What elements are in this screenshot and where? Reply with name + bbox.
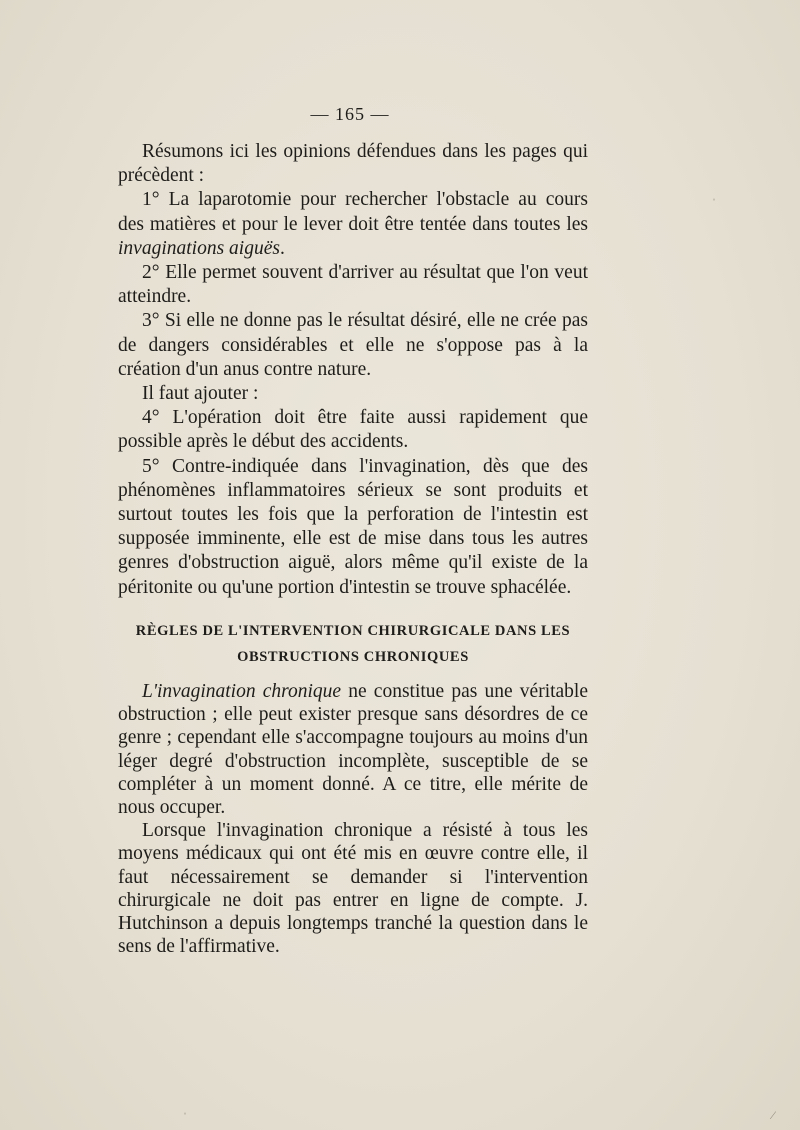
- paper-speck: ˈ: [712, 196, 716, 210]
- paragraph-point-2: 2° Elle permet souvent d'arriver au résultat que l'on veut atteindre.: [118, 262, 588, 308]
- chronic-italic: L'invagination chronique: [142, 681, 342, 702]
- point-1-end: .: [279, 237, 285, 259]
- section-heading-line-1: RÈGLES DE L'INTERVENTION CHIRURGICALE DANS LES: [135, 623, 571, 639]
- paper-speck: ⁄: [772, 1108, 775, 1122]
- paragraph-chronic: [118, 680, 588, 819]
- body-text-top: [118, 140, 588, 600]
- paragraph-add: Il faut ajouter :: [142, 383, 259, 405]
- body-text-bottom: [118, 680, 588, 958]
- paragraph-intro: Résumons ici les opinions défendues dans les pages qui précèdent :: [118, 141, 588, 187]
- point-1-text: 1° La laparotomie pour rechercher l'obstacle au cours des matières et pour le lever doit être tentée dans toutes les: [118, 189, 588, 235]
- paragraph-surgery: Lorsque l'invagination chronique a résisté à tous les moyens médicaux qui ont été mis en œuvre contre elle, il faut nécessairement se demander si l'intervention chirurgicale ne doit pas entrer en ligne de compte. J. Hutchinson a depuis longtemps tranché la question dans le sens de l'affirmative.: [118, 820, 588, 958]
- chronic-rest: ne constitue pas une véritable obstruction ; elle peut exister presque sans désordres de ce genre ; cependant elle s'accompagne toujours au moins d'un léger degré d'obstruction incomplète, susceptible de se compléter à un moment donné. A ce titre, elle mérite de nous occuper.: [118, 681, 589, 819]
- paragraph-point-1: [118, 188, 588, 261]
- paper-speck: ˈ: [183, 1110, 187, 1124]
- paragraph-point-3: 3° Si elle ne donne pas le résultat désiré, elle ne crée pas de dangers considérables et elle ne s'oppose pas à la création d'un anus contre nature.: [118, 310, 588, 380]
- paragraph-point-4: 4° L'opération doit être faite aussi rapidement que possible après le début des accidents.: [118, 407, 588, 453]
- section-heading-line-2: OBSTRUCTIONS CHRONIQUES: [237, 649, 469, 665]
- page-number: — 165 —: [310, 104, 390, 124]
- paragraph-point-5: 5° Contre-indiquée dans l'invagination, dès que des phénomènes inflammatoires sérieux se sont produits et surtout toutes les fois que la perforation de l'intestin est supposée imminente, elle est de mise dans tous les autres genres d'obstruction aiguë, alors même qu'il existe de la péritonite ou qu'une portion d'intestin se trouve sphacélée.: [118, 455, 588, 598]
- point-1-italic: invaginations aiguës: [118, 237, 280, 259]
